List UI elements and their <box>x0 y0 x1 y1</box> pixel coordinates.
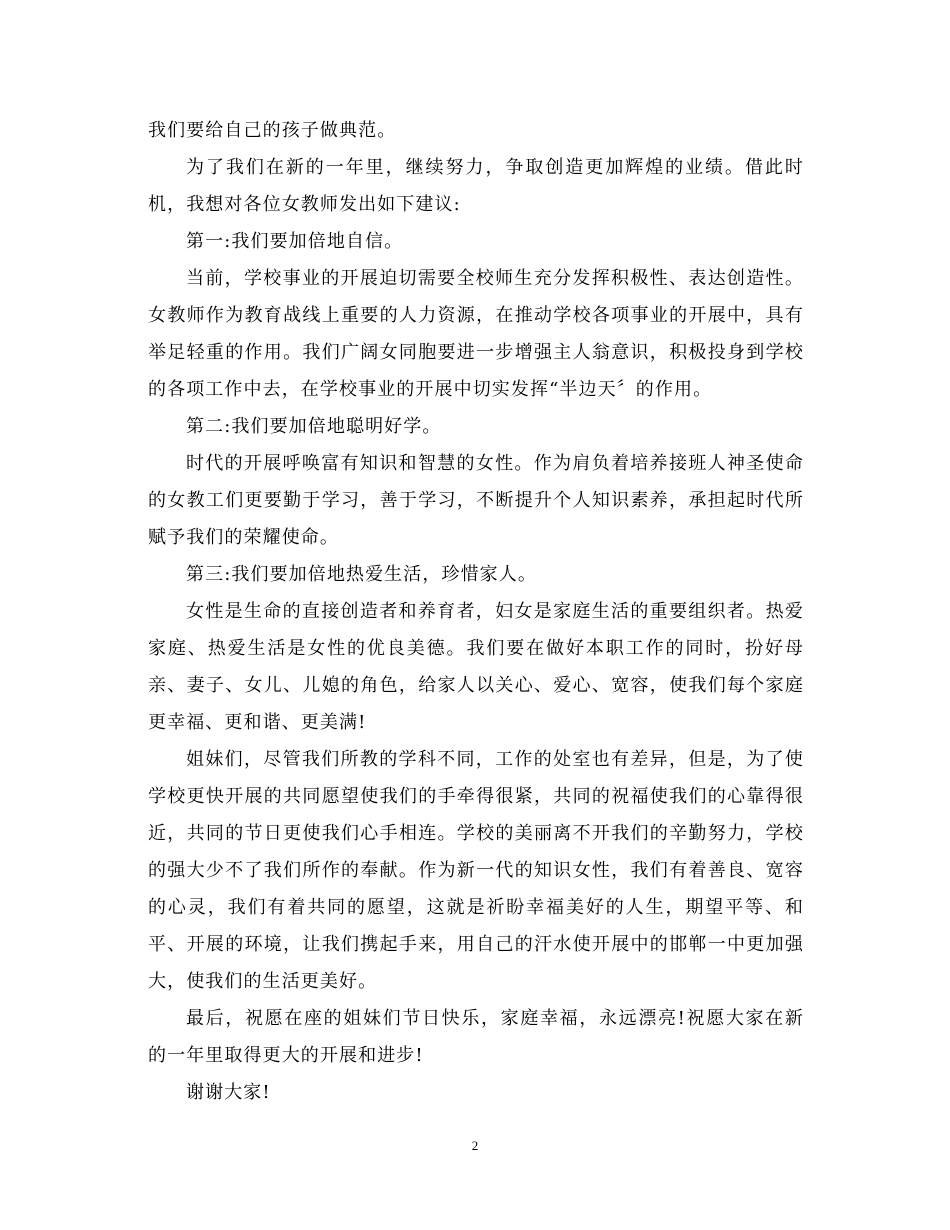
paragraph-third-suggestion: 女性是生命的直接创造者和养育者，妇女是家庭生活的重要组织者。热爱家庭、热爱生活是女性的优良美德。我们要在做好本职工作的同时，扮好母亲、妻子、女儿、儿媳的角色，给家人以关心、爱心、宽容，使我们每个家庭更幸福、更和谐、更美满! <box>148 601 804 733</box>
paragraph-thanks: 谢谢大家! <box>186 1082 271 1103</box>
paragraph-wishes: 最后，祝愿在座的姐妹们节日快乐，家庭幸福，永远漂亮!祝愿大家在新的一年里取得更大的开展和进步! <box>148 1008 804 1066</box>
page-number: 2 <box>471 1138 479 1153</box>
paragraph-intro: 为了我们在新的一年里，继续努力，争取创造更加辉煌的业绩。借此时机，我想对各位女教师发出如下建议: <box>148 157 804 215</box>
heading-third-suggestion: 第三:我们要加倍地热爱生活，珍惜家人。 <box>186 564 537 585</box>
heading-first-suggestion: 第一:我们要加倍地自信。 <box>186 231 404 252</box>
paragraph-sisters: 姐妹们，尽管我们所教的学科不同，工作的处室也有差异，但是，为了使学校更快开展的共同愿望使我们的手牵得很紧，共同的祝福使我们的心靠得很近，共同的节日更使我们心手相连。学校的美丽离不开我们的辛勤努力，学校的强大少不了我们所作的奉献。作为新一代的知识女性，我们有着善良、宽容的心灵，我们有着共同的愿望，这就是祈盼幸福美好的人生，期望平等、和平、开展的环境，让我们携起手来，用自己的汗水使开展中的邯郸一中更加强大，使我们的生活更美好。 <box>148 749 804 992</box>
paragraph-second-suggestion: 时代的开展呼唤富有知识和智慧的女性。作为肩负着培养接班人神圣使命的女教工们更要勤于学习，善于学习，不断提升个人知识素养，承担起时代所赋予我们的荣耀使命。 <box>148 453 804 548</box>
heading-second-suggestion: 第二:我们要加倍地聪明好学。 <box>186 416 442 437</box>
paragraph-closing-line: 我们要给自己的孩子做典范。 <box>148 120 397 141</box>
document-body <box>148 112 804 1111</box>
paragraph-first-suggestion: 当前，学校事业的开展迫切需要全校师生充分发挥积极性、表达创造性。女教师作为教育战线上重要的人力资源，在推动学校各项事业的开展中，具有举足轻重的作用。我们广阔女同胞要进一步增强主人翁意识，积极投身到学校的各项工作中去，在学校事业的开展中切实发挥“半边天〞的作用。 <box>148 268 804 400</box>
